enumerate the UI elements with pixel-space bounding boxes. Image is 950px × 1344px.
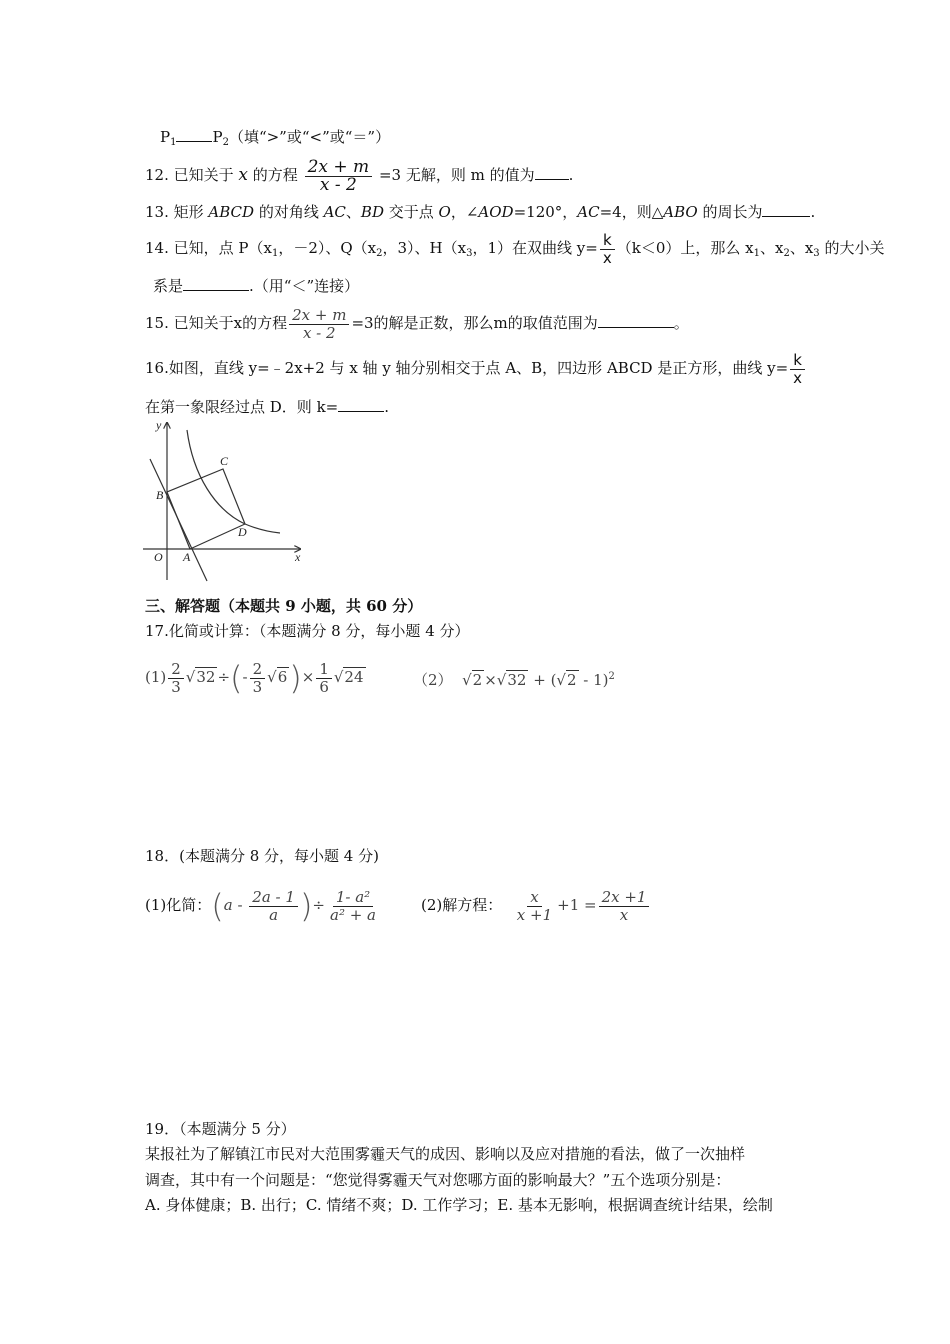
question-16-line2: 在第一象限经过点 D．则 k= . (145, 398, 390, 416)
question-12: 12. 已知关于 x 的方程 $\frac{2x + m}{x - 2}$ =3 无解，则 m 的值为 . (145, 156, 574, 195)
answer-blank[interactable] (183, 276, 249, 291)
question-19-line3: A. 身体健康；B. 出行；C. 情绪不爽；D. 工作学习；E. 基本无影响，根据调查统计结果，绘制 (145, 1196, 773, 1214)
fraction: $\frac{2x + m}{x - 2}$ (305, 159, 373, 194)
label-d: D (238, 525, 247, 539)
question-15: 15. 已知关于x的方程 $\frac{2x + m}{x - 2}$ =3的解是正数，那么m的取值范围为 。 (145, 305, 689, 342)
question-18-part1: (1)化简：(a - $\frac{2a - 1}{a}$ )÷ $\frac{\text{1- a²}}{\text{a² + a}}$ (145, 887, 377, 925)
question-16: 16.如图，直线 y=﹣2x+2 与 x 轴 y 轴分别相交于点 A、B，四边形 ABCD 是正方形，曲线 y= $\frac{k}{x}$ (145, 348, 807, 388)
fraction: $\frac{k}{x}$ (600, 232, 615, 267)
label-o: O (154, 550, 163, 564)
question-17-part2: （2） √2 ×√32 + (√2 - 1)$^2$ (413, 671, 615, 689)
answer-blank[interactable] (176, 127, 212, 142)
section-title: 三、解答题（本题共 9 小题，共 60 分） (145, 597, 423, 615)
question-18-title: 18．(本题满分 8 分，每小题 4 分) (145, 847, 379, 865)
question-13: 13. 矩形 ABCD 的对角线 AC、BD 交于点 O，∠AOD=120°，AC=4，则△ABO 的周长为 . (145, 203, 816, 221)
question-19-title: 19．（本题满分 5 分） (145, 1120, 296, 1138)
label-b: B (156, 488, 164, 502)
answer-blank[interactable] (762, 202, 810, 217)
question-17-title: 17.化简或计算：（本题满分 8 分，每小题 4 分） (145, 622, 470, 640)
question-19-line2: 调查，其中有一个问题是：“您觉得雾霾天气对您哪方面的影响最大？”五个选项分别是： (145, 1171, 731, 1189)
question-18-part2: (2)解方程： $\frac{x}{x +1}$ +1 = $\frac{2x +1}{x}$ (421, 880, 651, 930)
question-19-line1: 某报社为了解镇江市民对大范围雾霾天气的成因、影响以及应对措施的看法，做了一次抽样 (145, 1145, 746, 1163)
fraction: $\frac{2x + m}{x - 2}$ (289, 307, 349, 342)
question-14-line2: 系是 .（用“＜”连接） (153, 277, 360, 295)
label-a: A (183, 550, 191, 564)
hyperbola-curve (187, 430, 280, 533)
fraction: $\frac{k}{x}$ (790, 352, 805, 387)
label-y: y (156, 418, 162, 432)
q11-line: $P_1$ $P_2$（填“>”或“<”或“＝”） (160, 128, 391, 148)
question-14: 14. 已知，点 $P(x_1$，－2）、$Q(x_2$，3）、$H(x_3$，1）在双曲线 y= $\frac{k}{x}$ （k＜0）上，那么 $x_1$、$x_2$、$x_3$ 的大小关 (145, 230, 885, 267)
question-17-part1: (1) $\frac{2}{3}$ √32 ÷(- $\frac{2}{3}$ √6)× $\frac{1}{6}$ √24 (145, 659, 364, 697)
answer-blank[interactable] (598, 313, 674, 328)
label-c: C (220, 454, 229, 468)
label-x: x (295, 550, 301, 564)
answer-blank[interactable] (338, 397, 384, 412)
coordinate-figure (135, 415, 310, 585)
answer-blank[interactable] (535, 165, 569, 180)
square-abcd (167, 469, 245, 549)
